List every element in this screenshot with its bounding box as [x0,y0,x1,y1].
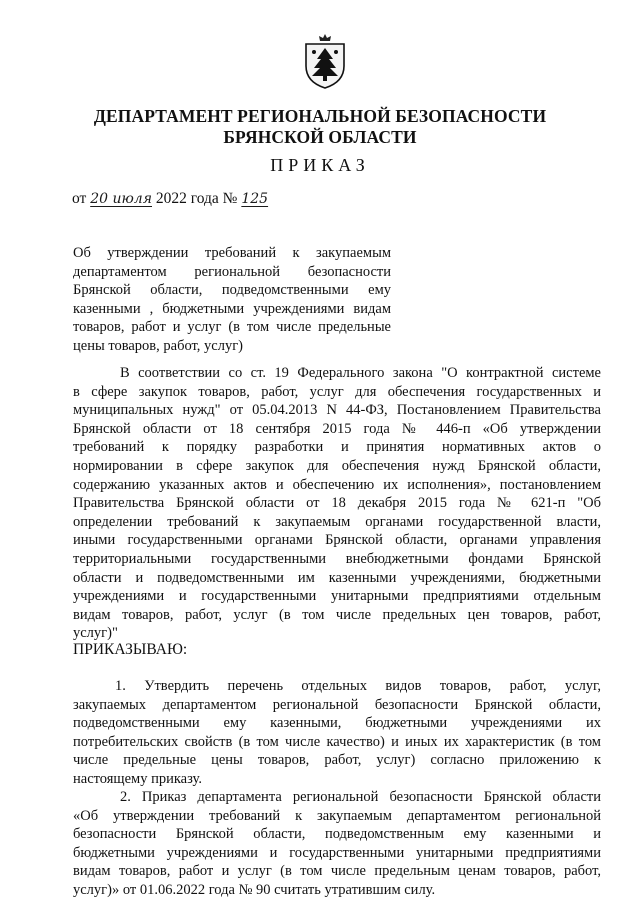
order-subject [73,244,391,355]
item2-line: услуг)» от 01.06.2022 года № 90 считать утратившим силу. [73,881,436,898]
order-item-1 [73,677,601,789]
basis-line: нормировании в сфере закупок для обеспечения нужд Брянской области, [73,457,601,474]
basis-line: территориальными государственными внебюджетными фондами Брянской [73,550,601,567]
item2-line: «Об утверждении требований к закупаемым департаментом региональной [73,807,601,824]
subject-line: казенными , бюджетными учреждениями видам [73,300,391,317]
basis-line: иными государственными органами Брянской области, органами управления [73,532,601,549]
item1-line: настоящему приказу. [73,770,202,787]
handwritten-number: 125 [241,191,269,207]
basis-line: видам товаров, работ, услуг (в том числе предельных цен товаров, работ, [73,606,601,623]
handwritten-date: 20 июля [90,191,152,207]
department-title [0,106,640,148]
item2-line: видам товаров, работ и услуг (в том числе предельным ценам товаров, работ, [73,863,601,880]
from-label: от [72,190,87,207]
item1-line: закупаемых департаментом региональной безопасности Брянской области, [73,696,601,713]
coat-of-arms-icon [302,32,348,90]
order-date-number-line [72,190,268,208]
basis-line: области и подведомственными им казенными учреждениями, бюджетными [73,569,601,586]
document-type-title: ПРИКАЗ [270,155,370,175]
basis-line: В соответствии со ст. 19 Федерального закона "О контрактной системе [120,365,601,381]
item2-line: бюджетными учреждениями и государственными унитарными предприятиями [73,844,601,861]
year-text: 2022 года [155,190,219,207]
order-directive-word: ПРИКАЗЫВАЮ: [73,641,188,658]
basis-line: определении требований к закупаемым органами государственной власти, [73,513,601,530]
basis-line: содержанию указанных актов и обеспечению их исполнения», постановлением [73,476,601,493]
basis-line: Брянской области от 18 сентября 2015 года № 446-п «Об утверждении [73,420,601,437]
department-title-line2: БРЯНСКОЙ ОБЛАСТИ [223,127,417,147]
item2-line: 2. Приказ департамента региональной безопасности Брянской области [120,789,601,805]
subject-line: департаментом региональной безопасности [73,263,391,280]
basis-line: учреждениями и государственными унитарными предприятиями отдельным [73,588,601,605]
subject-line: товаров, работ и услуг (в том числе предельные [73,319,391,335]
legal-basis-paragraph [73,364,601,643]
subject-line: цены товаров, работ, услуг) [73,337,243,354]
item2-line: безопасности Брянской области, подведомственным ему казенными и [73,826,601,843]
basis-line: в сфере закупок товаров, работ, услуг для обеспечения государственных и [73,383,601,400]
subject-line: Брянской области, подведомственными ему [73,282,391,298]
basis-line: требований к порядку разработки и принятия нормативных актов о [73,439,601,456]
item1-line: 1. Утвердить перечень отдельных видов товаров, работ, услуг, [115,678,601,694]
order-item-2 [73,788,601,900]
item1-line: потребительских свойств (в том числе качество) и иных их характеристик (в том [73,733,601,750]
item1-line: подведомственными ему казенными, бюджетными учреждениями их [73,715,601,732]
basis-line: Правительства Брянской области от 18 декабря 2015 года № 621-п "Об [73,495,601,512]
number-label: № [222,190,238,207]
subject-line: Об утверждении требований к закупаемым [73,245,391,261]
basis-line: услуг)" [73,625,118,642]
basis-line: муниципальных нужд" от 05.04.2013 N 44-ФЗ, Постановлением Правительства [73,402,601,419]
department-title-line1: ДЕПАРТАМЕНТ РЕГИОНАЛЬНОЙ БЕЗОПАСНОСТИ [93,106,547,126]
item1-line: числе предельные цены товаров, работ, услуг) согласно приложению к [73,752,601,769]
